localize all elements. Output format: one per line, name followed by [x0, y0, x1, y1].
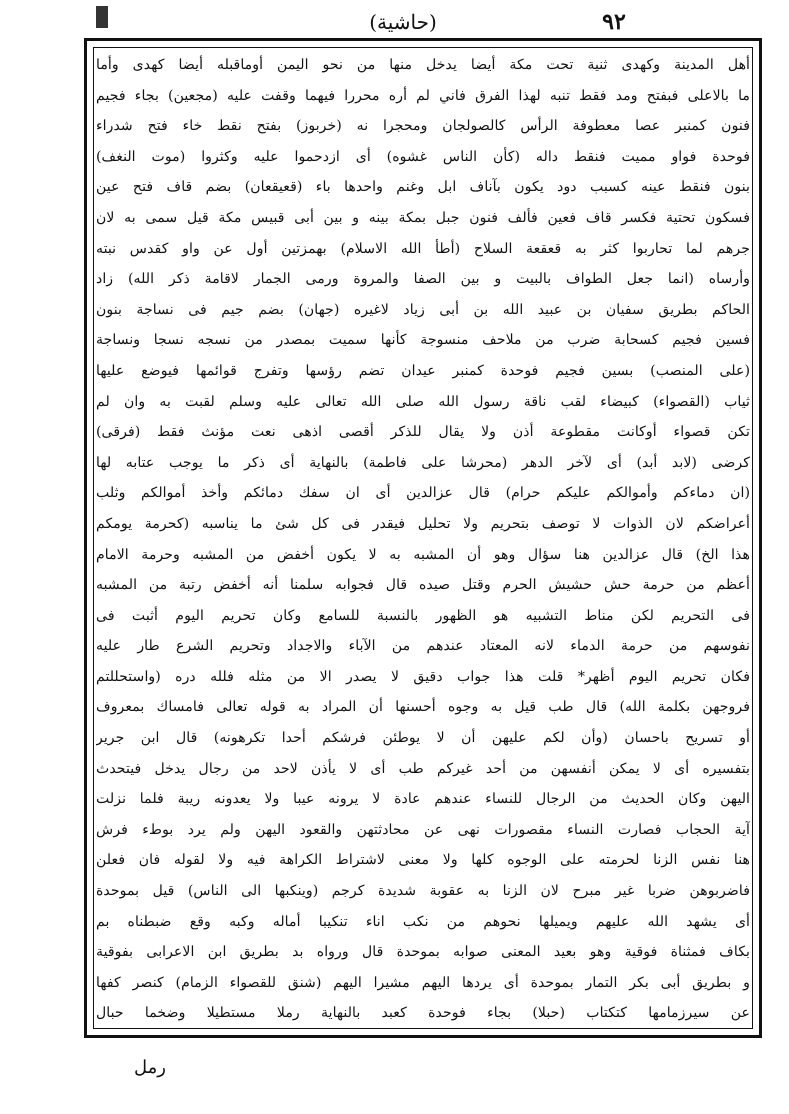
text-line: نفوسهم من حرمة الدماء لانه المعتاد عندهم من الآباء والاجداد وتحريم الشرع طار عليه	[96, 638, 750, 655]
text-line: الحاكم بطريق سفيان بن عبيد الله بن أبى زياد لاغيره (جهان) بضم جيم فى نساجة بنون	[96, 301, 750, 318]
text-line: فكان تحريم اليوم أظهر* قلت هذا جواب دقيق لا يصدر الا من مثله فلله دره (واستحللتم	[96, 668, 750, 685]
text-line: جرهم لما تحاربوا كثر به قعقعة السلاح (أطأ الله الاسلام) بهمزتين أول عن واو كقدس نبته	[96, 240, 750, 257]
text-line: أو تسريح باحسان (وأن لكم عليهن أن لا يوطئن فرشكم أحدا تكرهونه) قال ابن جرير	[96, 730, 750, 747]
catchword: رمل	[134, 1057, 166, 1078]
text-line: (على المنصب) بسين فجيم فوحدة كمنبر عيدان تضم رؤسها وتفرج قوائمها فيوضع عليها	[96, 362, 750, 379]
page-number: ٩٢	[602, 9, 626, 35]
body-text	[96, 50, 750, 1028]
text-line: أعظم من حرمة حش حشيش الحرم وقتل صيده قال فجوابه سلمنا أنه أخفض رتبة من المشبه	[96, 577, 750, 594]
page-title: (حاشية)	[369, 10, 437, 34]
scan-mark	[96, 6, 108, 28]
text-line: فسكون تحتية فكسر قاف فعين فألف فنون جبل بمكة بينه و بين أبى قبيس مكة قيل سمى به لان	[96, 209, 750, 226]
text-line: وأرساه (انما جعل الطواف بالبيت و بين الصفا والمروة ورمى الجمار لاقامة ذكر الله) زاد	[96, 271, 750, 288]
text-line: أعراضكم لان الذوات لا توصف بتحريم ولا تحليل فيقدر فى كل شئ ما يناسبه (كحرمة يومكم	[96, 515, 750, 532]
text-line: فى التحريم لكن مناط التشبيه هو الظهور بالنسبة للسامع وكان تحريم اليوم أثبت فى	[96, 607, 750, 624]
text-line: هذا الخ) قال عزالدين هنا سؤال وهو أن المشبه به لا يكون أخفض من المشبه وحرمة الامام	[96, 546, 750, 563]
text-line: ما بالاعلى فبفتح ومد فقط تنبه لهذا الفرق فاني لم أره محررا فيهما وقفت عليه (مجعين) بجاء فجيم	[96, 87, 750, 104]
text-line: (ان دماءكم وأموالكم عليكم حرام) قال عزالدين أى ان سفك دمائكم وأخذ أموالكم وثلب	[96, 485, 750, 502]
text-line: تكن قصواء أوكانت مقطوعة أذن ولا يقال للذكر أقصى اذهى نعت مؤنث فقط (فرقى)	[96, 424, 750, 441]
text-line: هنا نفس الزنا لحرمته على الوجوه كلها ولا معنى لاشتراط الكراهة فيه ولا لقوله فان فعلن	[96, 852, 750, 869]
text-line: اليهن وكان الحديث من الرجال للنساء عندهم عادة لا يرونه عيبا ولا يعدونه ريبة فلما نزلت	[96, 791, 750, 808]
text-line: فوحدة فواو مميت فنقط داله (كأن الناس غشوه) أى ازدحموا عليه وكثروا (موت النغف)	[96, 148, 750, 165]
text-line: فاضربوهن ضربا غير مبرح لان الزنا به عقوبة شديدة كرجم (وينكبها الى الناس) قيل بموحدة	[96, 883, 750, 900]
text-line: بكاف فمثناة فوقية وهو بعيد المعنى صوابه بموحدة قال ورواه بد بطريق ابن الاعرابى بفوقية	[96, 944, 750, 961]
text-line: فروجهن بكلمة الله) قال طب قيل به وجوه أحسنها أن المراد به قوله تعالى فامساك بمعروف	[96, 699, 750, 716]
text-line: بتفسيره أى لا يمكن أنفسهن من أحد غيركم طب أى لا يأذن لاحد من رجال يدخل فيتحدث	[96, 760, 750, 777]
text-line: كرضى (لابد أبد) أى لآخر الدهر (محرشا على فاطمة) بالنهاية أى ذكر ما يوجب عتابه لها	[96, 454, 750, 471]
text-line: آية الحجاب فصارت النساء مقصورات نهى عن محادثتهن والقعود اليهن ولم يرد بوطء فرش	[96, 821, 750, 838]
text-line: فنون كمنبر عصا معطوفة الرأس كالصولجان ومحجرا نه (خربوز) بفتح نقط خاء فتح شدراء	[96, 118, 750, 135]
text-line: بنون فنقط عينه كسبب دود يكون بآناف ابل وغنم واحدها باء (قعيقعان) بضم قاف فتح عين	[96, 179, 750, 196]
text-line: فسين فجيم كسحابة ضرب من ملاحف منسوجة كأنها سميت بمصدر من نسجه نسجا ونساجة	[96, 332, 750, 349]
text-line: و بطريق أبى بكر التمار بموحدة أى يردها اليهم مشيرا اليهم (شنق للقصواء الزمام) كنصر كفها	[96, 974, 750, 991]
text-line: أى يشهد الله عليهم ويميلها نحوهم من نكب اناء تنكيبا أماله وكبه وقع ضبطناه بم	[96, 913, 750, 930]
text-line: عن سيرزمامها كتكتاب (حبلا) بجاء فوحدة كعبد بالنهاية رملا مستطيلا وضخما حبال	[96, 1005, 750, 1022]
text-line: أهل المدينة وكهدى ثنية تحت مكة أيضا يدخل منها من نحو اليمن أوماقبله أيضا كهدى وأما	[96, 57, 750, 73]
text-line: ثياب (القصواء) كبيضاء لقب ناقة رسول الله صلى الله تعالى عليه وسلم لقبت به وان لم	[96, 393, 750, 410]
